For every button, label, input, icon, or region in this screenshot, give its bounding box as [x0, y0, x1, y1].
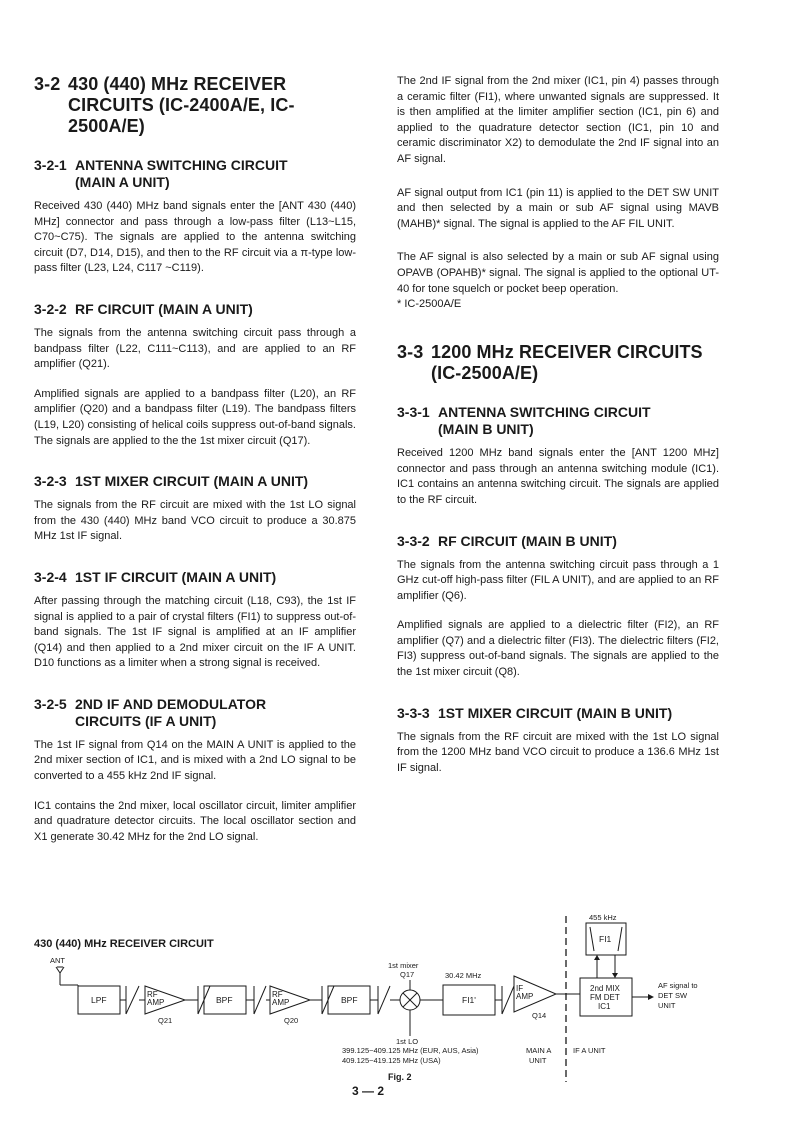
second-mix-line2: FM DET	[590, 993, 620, 1002]
if-amp-amp: AMP	[516, 992, 534, 1001]
rf-amp-q21-rf: RF	[147, 990, 158, 999]
section-3-3-1-heading: 3-3-1 ANTENNA SWITCHING CIRCUIT (MAIN B UNIT)	[397, 404, 651, 438]
section-3-3-2-heading: 3-3-2 RF CIRCUIT (MAIN B UNIT)	[397, 532, 617, 549]
first-lo-label: 1st LO	[396, 1037, 419, 1046]
section-3-2-2-text-2: Amplified signals are applied to a bandpass filter (L20), an RF amplifier (Q20) and a bandpass filter (L19). The bandpass filters (L19, L20) consisting of helical coils suppress out-of-band signals. The signals are applied to the the 1st mixer circuit (Q17).	[34, 387, 356, 447]
section-3-2-1-text: Received 430 (440) MHz band signals enter the [ANT 430 (440) MHz] connector and pass through a low-pass filter (L13~L15, C70~C75). The signals are applied to the antenna switching circuit (D7, D14, D15), and then to the RF circuit via a π-type low-pass filter (L23, L24, C117 ~C119).	[34, 200, 356, 275]
main-a-unit-label-2: UNIT	[529, 1056, 547, 1065]
bpf-1-label: BPF	[216, 995, 233, 1005]
second-mix-line3: IC1	[598, 1002, 611, 1011]
af-text-3: The AF signal is also selected by a main or sub AF signal using OPAVB (OPAHB)* signal. The signal is applied to the optional UT-40 for tone squelch or pocket beep operation.	[397, 251, 719, 295]
lo-freq-usa: 409.125~419.125 MHz (USA)	[342, 1056, 441, 1065]
rf-amp-q20-rf: RF	[272, 990, 283, 999]
second-mix-line1: 2nd MIX	[590, 984, 620, 993]
khz455-label: 455 kHz	[589, 913, 617, 922]
ant-label: ANT	[50, 956, 65, 965]
rf-amp-q20-amp: AMP	[272, 998, 290, 1007]
left-column	[34, 74, 356, 859]
if-text-1: The 2nd IF signal from the 2nd mixer (IC1, pin 4) passes through a ceramic filter (FI1), where unwanted signals are suppressed. It is then amplified at the limiter amplifier section (IC1, pin 6) and applied to the quadrature detector section (IC1, pin 10 and ceramic discriminator X2) to demodulate the 2nd IF signal into an AF signal.	[397, 75, 719, 165]
af-output-label-2: DET SW	[658, 991, 688, 1000]
fi1-label: FI1	[599, 934, 612, 944]
main-a-unit-label-1: MAIN A	[526, 1046, 552, 1055]
freq-3042-label: 30.42 MHz	[445, 971, 482, 980]
section-3-2-5-heading: 3-2-5 2ND IF AND DEMODULATOR CIRCUITS (IF A UNIT)	[34, 695, 267, 729]
section-3-3-1-text: Received 1200 MHz band signals enter the [ANT 1200 MHz] connector and pass through an antenna switching module (IC1). IC1 contains an antenna switching circuit. The signals are applied to the RF circuit.	[397, 447, 719, 506]
page-number: 3 — 2	[352, 1084, 385, 1098]
if-amp-if: IF	[516, 984, 524, 993]
fi1-prime-label: FI1'	[462, 995, 476, 1005]
antenna-symbol	[56, 967, 78, 1014]
q17-label: Q17	[400, 970, 415, 979]
lpf-label: LPF	[91, 995, 107, 1005]
section-3-2-4-text: After passing through the matching circuit (L18, C93), the 1st IF signal is applied to a pair of crystal filters (FI1) to suppress out-of-band signals. The 1st IF signal is amplified at an IF amplifier (Q14) and then applied to a 2nd mixer circuit on the IF A UNIT. D10 functions as a limiter when a strong signal is received.	[34, 594, 356, 670]
bpf-2-label: BPF	[341, 995, 358, 1005]
af-text-2: AF signal output from IC1 (pin 11) is applied to the DET SW UNIT and then selected by a main or sub AF signal using MAVB (MAHB)* signal. The signal is applied to the AF FIL UNIT.	[397, 186, 719, 230]
q14-label: Q14	[532, 1011, 547, 1020]
af-output-label-1: AF signal to	[658, 981, 698, 990]
section-3-3-2-text-2: Amplified signals are applied to a dielectric filter (FI2), an RF amplifier (Q7) and a dielectric filter (FI3). The dielectric filters (FI2, FI3) suppress out-of-band signals. The signals are applied to the the 1st mixer circuit (Q8).	[397, 619, 719, 679]
figure-title: 430 (440) MHz RECEIVER CIRCUIT	[34, 938, 214, 950]
section-3-2-3-text: The signals from the RF circuit are mixed with the 1st LO signal from the 430 (440) MHz band VCO circuit to produce a 30.875 MHz 1st IF signal.	[34, 499, 356, 543]
q21-label: Q21	[158, 1016, 173, 1025]
section-3-2-5-text-2: IC1 contains the 2nd mixer, local oscillator circuit, limiter amplifier and quadrature detector circuits. The local oscillator section and X1 generate 30.42 MHz for the 2nd LO signal.	[34, 799, 356, 843]
model-note: * IC-2500A/E	[397, 298, 462, 311]
figure-caption: Fig. 2	[388, 1072, 412, 1082]
section-3-2-1-heading: 3-2-1 ANTENNA SWITCHING CIRCUIT (MAIN A UNIT)	[34, 157, 288, 190]
section-3-3-2-text-1: The signals from the antenna switching circuit pass through a 1 GHz cut-off high-pass filter (FIL A UNIT), and are applied to an RF amplifier (Q6).	[397, 558, 719, 602]
section-3-2-4-heading: 3-2-4 1ST IF CIRCUIT (MAIN A UNIT)	[34, 568, 277, 585]
section-3-2-2-heading: 3-2-2 RF CIRCUIT (MAIN A UNIT)	[34, 300, 253, 317]
section-3-2-heading: 3-2 430 (440) MHz RECEIVER CIRCUITS (IC-2400A/E, IC-2500A/E)	[34, 74, 295, 136]
section-3-2-5-text-1: The 1st IF signal from Q14 on the MAIN A UNIT is applied to the 2nd mixer section of IC1, and is mixed with a 2nd LO signal to be converted to a 455 kHz 2nd IF signal.	[34, 738, 356, 783]
receiver-block-diagram	[34, 910, 764, 1115]
q20-label: Q20	[284, 1016, 299, 1025]
section-3-3-3-text: The signals from the RF circuit are mixed with the 1st LO signal from the 1200 MHz band VCO circuit to produce a 136.6 MHz 1st IF signal.	[397, 730, 719, 774]
af-output-label-3: UNIT	[658, 1001, 676, 1010]
section-3-2-3-heading: 3-2-3 1ST MIXER CIRCUIT (MAIN A UNIT)	[34, 473, 309, 490]
rf-amp-q21-amp: AMP	[147, 998, 165, 1007]
section-3-2-2-text-1: The signals from the antenna switching circuit pass through a bandpass filter (L22, C111~C113), and are applied to an RF amplifier (Q21).	[34, 326, 356, 371]
lo-freq-eur: 399.125~409.125 MHz (EUR, AUS, Asia)	[342, 1046, 479, 1055]
mixer-label: 1st mixer	[388, 961, 419, 970]
section-3-3-3-heading: 3-3-3 1ST MIXER CIRCUIT (MAIN B UNIT)	[397, 704, 673, 721]
section-3-3-heading: 3-3 1200 MHz RECEIVER CIRCUITS (IC-2500A/E)	[397, 342, 703, 384]
right-column	[397, 74, 719, 790]
if-a-unit-label: IF A UNIT	[573, 1046, 606, 1055]
